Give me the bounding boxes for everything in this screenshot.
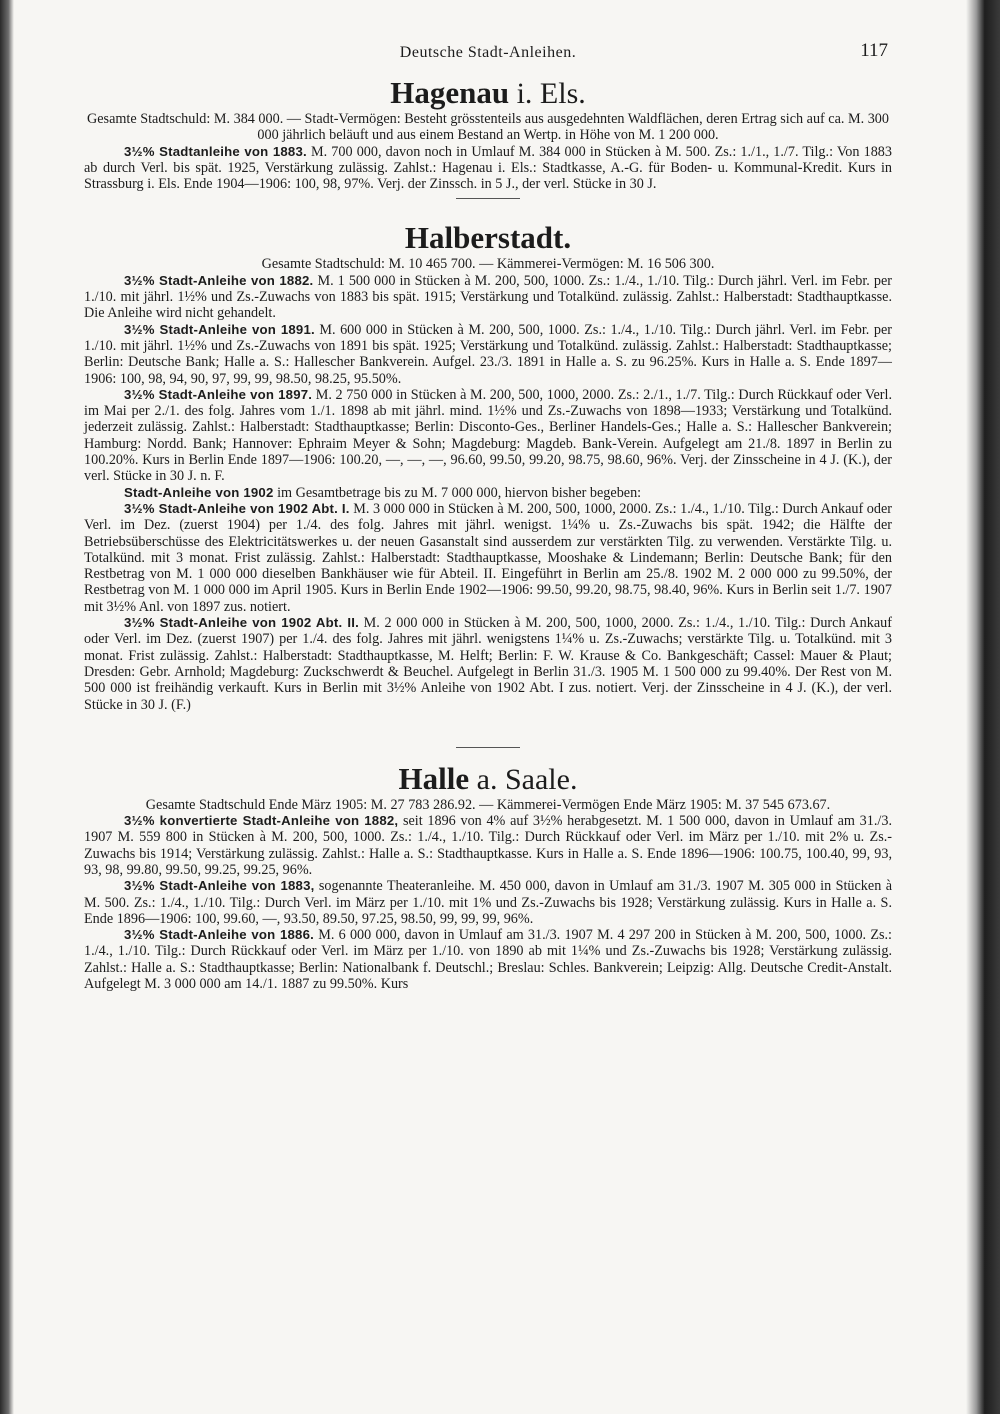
section-halle: [84, 762, 892, 993]
section-hagenau: [84, 76, 892, 192]
loan-entry: [84, 322, 892, 387]
loan-text: im Gesamtbetrage bis zu M. 7 000 000, hiervon bisher begeben:: [273, 484, 642, 501]
running-head: [84, 38, 892, 68]
loan-entry: [84, 501, 892, 615]
loan-title: 3½% Stadt-Anleihe von 1891.: [124, 321, 315, 337]
loan-text: M. 6 000 000, davon in Umlauf am 31./3. 1907 M. 4 297 200 in Stücken à M. 200, 500, 1000. Zs.: 1./4., 1./10. Tilg.: Durch Rückkauf oder Verl. im März per 1./10. von 1890 ab mit 1¼% und Zs.-Zuwachs bis 1928; Verstärkung zulässig. Zahlst.: Halle a. S.: Stadthauptkasse; Berlin: Nationalbank f. Deutschl.; Breslau: Schles. Bankverein; Leipzig: Allg. Deutsche Credit-Anstalt. Aufgelegt M. 3 000 000 am 14./1. 1887 zu 99.50%. Kurs: [84, 927, 893, 993]
loan-text: seit 1896 von 4% auf 3½% herabgesetzt. M. 1 500 000, davon in Umlauf am 31./3. 1907 M. 559 800 in Stücken à M. 200, 500, 1000. Zs.: 1./4., 1./10. Tilg.: Durch Rückkauf oder Verl. im März per 1./10. mit 2% u. Zs.-Zuwachs bis 1914; Verstärkung zulässig. Zahlst.: Halle a. S.: Stadthauptkasse. Kurs in Halle a. S. Ende 1896—1906: 100.75, 100.40, 99, 93, 93, 98, 99.80, 99.50, 99.25, 99.25, 96%.: [84, 813, 892, 878]
section-title: Halle a. Saale.: [398, 760, 578, 796]
page-number: 117: [860, 40, 888, 61]
page-content: [84, 38, 892, 992]
loan-title: 3½% Stadt-Anleihe von 1897.: [124, 386, 313, 402]
loan-title: 3½% Stadt-Anleihe von 1902 Abt. I.: [124, 500, 350, 516]
loan-entry: [84, 813, 892, 878]
summary-paragraph: Gesamte Stadtschuld: M. 384 000. — Stadt-Vermögen: Besteht grösstenteils aus ausgedehnten Waldflächen, deren Ertrag sich auf ca. M. 300 000 jährlich beläuft und aus einem Bestand an Wertp. in Höhe von M. 1 200 000.: [87, 111, 889, 144]
loan-entry: [84, 485, 892, 501]
running-title: Deutsche Stadt-Anleihen.: [399, 44, 577, 61]
loan-text: M. 600 000 in Stücken à M. 200, 500, 1000. Zs.: 1./4., 1./10. Tilg.: Durch jährl. Verl. im Febr. per 1./10. mit jährl. 1½% und Zs.-Zuwachs von 1891 bis spät. 1925; Verstärkung und Totalkünd. zulässig. Zahlst.: Halberstadt: Stadthauptkasse; Berlin: Deutsche Bank; Halle a. S.: Hallescher Bankverein. Aufgel. 23./3. 1891 in Halle a. S. zu 96.25%. Kurs in Halle a. S. Ende 1897—1906: 100, 98, 94, 90, 97, 99, 99, 98.50, 98.25, 95.50%.: [84, 321, 892, 387]
summary-paragraph: Gesamte Stadtschuld: M. 10 465 700. — Kämmerei-Vermögen: M. 16 506 300.: [261, 256, 715, 273]
loan-entry: [84, 615, 892, 713]
loan-text: M. 2 750 000 in Stücken à M. 200, 500, 1000, 2000. Zs.: 2./1., 1./7. Tilg.: Durch Rückkauf oder Verl. im Mai per 2./1. des folg. Jahres vom 1./1. 1898 ab mit jährl. mind. 1½% und Zs.-Zuwachs von 1898—1933; Verstärkung und Totalkünd. jederzeit zulässig. Zahlst.: Halberstadt: Stadthauptkasse; Berlin: Disconto-Ges., Berliner Handels-Ges.; Halle a. S.: Hallescher Bankverein; Hamburg: Nordd. Bank; Hannover: Ephraim Meyer & Sohn; Magdeburg: Magdeb. Bank-Verein. Aufgelegt am 21./8. 1897 in Berlin zu 100.20%. Kurs in Berlin Ende 1897—1906: 100.20, —, —, —, 96.60, 99.50, 99.20, 98.75, 98.60, 96%. Verj. der Zinsscheine in 4 J. (K.), der verl. Stücke in 30 J. n. F.: [84, 386, 893, 485]
loan-entry: [84, 144, 892, 193]
loan-title: 3½% Stadt-Anleihe von 1883,: [124, 878, 315, 894]
section-divider: [456, 747, 520, 748]
loan-text: sogenannte Theateranleihe. M. 450 000, davon in Umlauf am 31./3. 1907 M. 305 000 in Stücken à M. 500. Zs.: 1./4., 1./10. Tilg.: Durch Verl. im März per 1./10. mit 1% und Zs.-Zuwachs bis 1928; Verstärkung zulässig. Kurs in Halle a. S. Ende 1896—1906: 100, 99.60, —, 93.50, 89.50, 97.25, 98.50, 99, 99, 99, 96%.: [84, 878, 892, 927]
loan-text: M. 1 500 000 in Stücken à M. 200, 500, 1000. Zs.: 1./4., 1./10. Tilg.: Durch jährl. Verl. im Febr. per 1./10. mit jährl. 1½% und Zs.-Zuwachs von 1883 bis spät. 1915; Verstärkung und Totalkünd. zulässig. Zahlst.: Halberstadt: Stadthauptkasse. Die Anleihe wird nicht gehandelt.: [84, 272, 892, 322]
loan-title: Stadt-Anleihe von 1902: [124, 484, 274, 500]
section-halberstadt: [84, 221, 892, 712]
section-divider: [456, 198, 520, 199]
loan-entry: [84, 927, 892, 992]
loan-title: 3½% Stadt-Anleihe von 1886.: [124, 927, 314, 943]
loan-entry: [84, 387, 892, 485]
summary-paragraph: Gesamte Stadtschuld Ende März 1905: M. 27 783 286.92. — Kämmerei-Vermögen Ende März 1905: M. 37 545 673.67.: [145, 796, 831, 813]
section-title: Hagenau i. Els.: [390, 75, 586, 110]
loan-title: 3½% konvertierte Stadt-Anleihe von 1882,: [124, 813, 399, 829]
loan-text: M. 3 000 000 in Stücken à M. 200, 500, 1000, 2000. Zs.: 1./4., 1./10. Tilg.: Durch Ankauf oder Verl. im Dez. (zuerst 1904) per 1./4. des folg. Jahres mit jährl. wenigst. 1¼% u. Zs.-Zuwachs bis spät. 1942; die Hälfte der Betriebsüberschüsse des Elektricitätswerkes u. der neuen Gasanstalt sind ausserdem zur verstärkten Tilg. zu verwenden. Verstärkte Tilg. u. Totalkünd. mit 3 monat. Frist zulässig. Zahlst.: Halberstadt: Stadthauptkasse, Mooshake & Lindemann; Berlin: Deutsche Bank; für den Restbetrag von M. 1 000 000 dieselben Bankhäuser wie für Abteil. II. Eingeführt in Berlin am 25./8. 1902 M. 2 000 000 zu 99.50%, der Restbetrag von M. 1 000 000 im April 1905. Kurs in Berlin Ende 1902—1906: 99.50, 99.20, 98.75, 98.40, 96%. Kurs in Berlin seit 1./7. 1907 mit 3½% Anl. von 1897 zus. notiert.: [84, 500, 892, 615]
section-title: Halberstadt.: [404, 220, 572, 256]
loan-entry: [84, 878, 892, 927]
loan-entry: [84, 273, 892, 322]
loan-title: 3½% Stadtanleihe von 1883.: [124, 143, 307, 159]
loan-text: M. 2 000 000 in Stücken à M. 200, 500, 1000, 2000. Zs.: 1./4., 1./10. Tilg.: Durch Ankauf oder Verl. im Dez. (zuerst 1907) per 1./4. des folg. Jahres mit jährl. wenigstens 1¼% u. Zs.-Zuwachs; verstärkte Tilg. u. Totalkünd. mit 3 monat. Frist zulässig. Zahlst.: Halberstadt: Stadthauptkasse, M. Helft; Berlin: F. W. Krause & Co. Bankgeschäft; Cassel: Mauer & Plaut; Dresden: Gebr. Arnhold; Magdeburg: Zuckschwerdt & Beuchel. Aufgelegt in Berlin 31./3. 1905 M. 1 500 000 zu 99.40%. Der Rest von M. 500 000 ist freihändig verkauft. Kurs in Berlin mit 3½% Anleihe von 1902 Abt. I zus. notiert. Verj. der Zinsscheine in 4 J. (K.), der verl. Stücke in 30 J. (F.): [84, 615, 892, 713]
scan-left-edge: [0, 0, 14, 1414]
loan-title: 3½% Stadt-Anleihe von 1882.: [124, 272, 314, 288]
scan-right-edge: [966, 0, 1000, 1414]
loan-text: M. 700 000, davon noch in Umlauf M. 384 000 in Stücken à M. 500. Zs.: 1./1., 1./7. Tilg.: Von 1883 ab durch Verl. bis spät. 1925, Verstärkung zulässig. Zahlst.: Hagenau i. Els.: Stadtkasse, A.-G. für Boden- u. Kommunal-Kredit. Kurs in Strassburg i. Els. Ende 1904—1906: 100, 98, 97%. Verj. der Zinssch. in 5 J., der verl. Stücke in 30 J.: [84, 143, 892, 193]
loan-title: 3½% Stadt-Anleihe von 1902 Abt. II.: [124, 615, 359, 631]
